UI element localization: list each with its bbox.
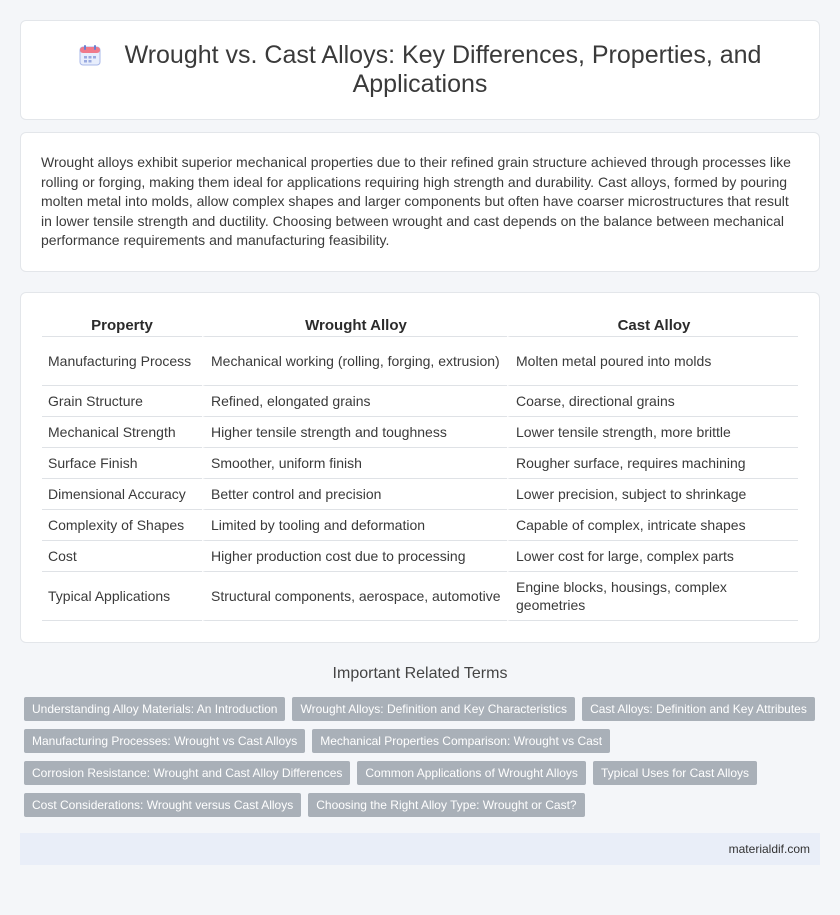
cell-cast: Lower cost for large, complex parts (507, 541, 798, 572)
comparison-card (20, 292, 820, 643)
related-term-link[interactable]: Understanding Alloy Materials: An Introduction (24, 697, 285, 721)
table-row (42, 572, 798, 621)
cell-property: Manufacturing Process (42, 337, 202, 386)
related-term-link[interactable]: Corrosion Resistance: Wrought and Cast Alloy Differences (24, 761, 350, 785)
footer (20, 833, 820, 865)
cell-wrought: Refined, elongated grains (202, 386, 507, 417)
page-title-wrap (51, 41, 789, 99)
cell-cast: Lower precision, subject to shrinkage (507, 479, 798, 510)
cell-property: Surface Finish (42, 448, 202, 479)
related-term-link[interactable]: Common Applications of Wrought Alloys (357, 761, 586, 785)
related-term-link[interactable]: Choosing the Right Alloy Type: Wrought or Cast? (308, 793, 584, 817)
table-row (42, 337, 798, 386)
cell-cast: Coarse, directional grains (507, 386, 798, 417)
cell-cast: Molten metal poured into molds (507, 337, 798, 386)
title-card (20, 20, 820, 120)
cell-property: Grain Structure (42, 386, 202, 417)
header-wrought: Wrought Alloy (202, 313, 507, 337)
table-row (42, 448, 798, 479)
cell-property: Typical Applications (42, 572, 202, 621)
table-row (42, 417, 798, 448)
related-term-link[interactable]: Manufacturing Processes: Wrought vs Cast Alloys (24, 729, 305, 753)
cell-wrought: Limited by tooling and deformation (202, 510, 507, 541)
table-row (42, 541, 798, 572)
calendar-icon (79, 44, 101, 66)
cell-cast: Engine blocks, housings, complex geometries (507, 572, 798, 621)
related-term-link[interactable]: Cost Considerations: Wrought versus Cast Alloys (24, 793, 301, 817)
cell-property: Mechanical Strength (42, 417, 202, 448)
related-terms-heading: Important Related Terms (332, 665, 508, 682)
cell-wrought: Mechanical working (rolling, forging, extrusion) (202, 337, 507, 386)
comparison-table (42, 313, 798, 621)
page-title: Wrought vs. Cast Alloys: Key Differences, Properties, and Applications (124, 41, 762, 98)
cell-property: Complexity of Shapes (42, 510, 202, 541)
cell-cast: Rougher surface, requires machining (507, 448, 798, 479)
related-term-link[interactable]: Mechanical Properties Comparison: Wrought vs Cast (312, 729, 610, 753)
related-term-link[interactable]: Typical Uses for Cast Alloys (593, 761, 757, 785)
cell-wrought: Smoother, uniform finish (202, 448, 507, 479)
cell-wrought: Higher production cost due to processing (202, 541, 507, 572)
cell-property: Dimensional Accuracy (42, 479, 202, 510)
cell-cast: Lower tensile strength, more brittle (507, 417, 798, 448)
cell-wrought: Higher tensile strength and toughness (202, 417, 507, 448)
cell-cast: Capable of complex, intricate shapes (507, 510, 798, 541)
related-term-link[interactable]: Cast Alloys: Definition and Key Attributes (582, 697, 815, 721)
intro-text: Wrought alloys exhibit superior mechanical properties due to their refined grain structure achieved through processes like rolling or forging, making them ideal for applications requiring high strength and durability. Cast alloys, formed by pouring molten metal into molds, allow complex shapes and larger components but often have coarser microstructures that result in lower tensile strength and ductility. Choosing between wrought and cast depends on the balance between mechanical performance requirements and manufacturing feasibility. (41, 154, 791, 249)
header-cast: Cast Alloy (507, 313, 798, 337)
cell-wrought: Better control and precision (202, 479, 507, 510)
table-row (42, 386, 798, 417)
related-term-link[interactable]: Wrought Alloys: Definition and Key Characteristics (292, 697, 575, 721)
footer-site-link[interactable]: materialdif.com (728, 842, 810, 856)
cell-property: Cost (42, 541, 202, 572)
related-terms-list (24, 697, 816, 817)
header-property: Property (42, 313, 202, 337)
table-row (42, 479, 798, 510)
table-header-row (42, 313, 798, 337)
cell-wrought: Structural components, aerospace, automotive (202, 572, 507, 621)
table-row (42, 510, 798, 541)
intro-card (20, 132, 820, 272)
